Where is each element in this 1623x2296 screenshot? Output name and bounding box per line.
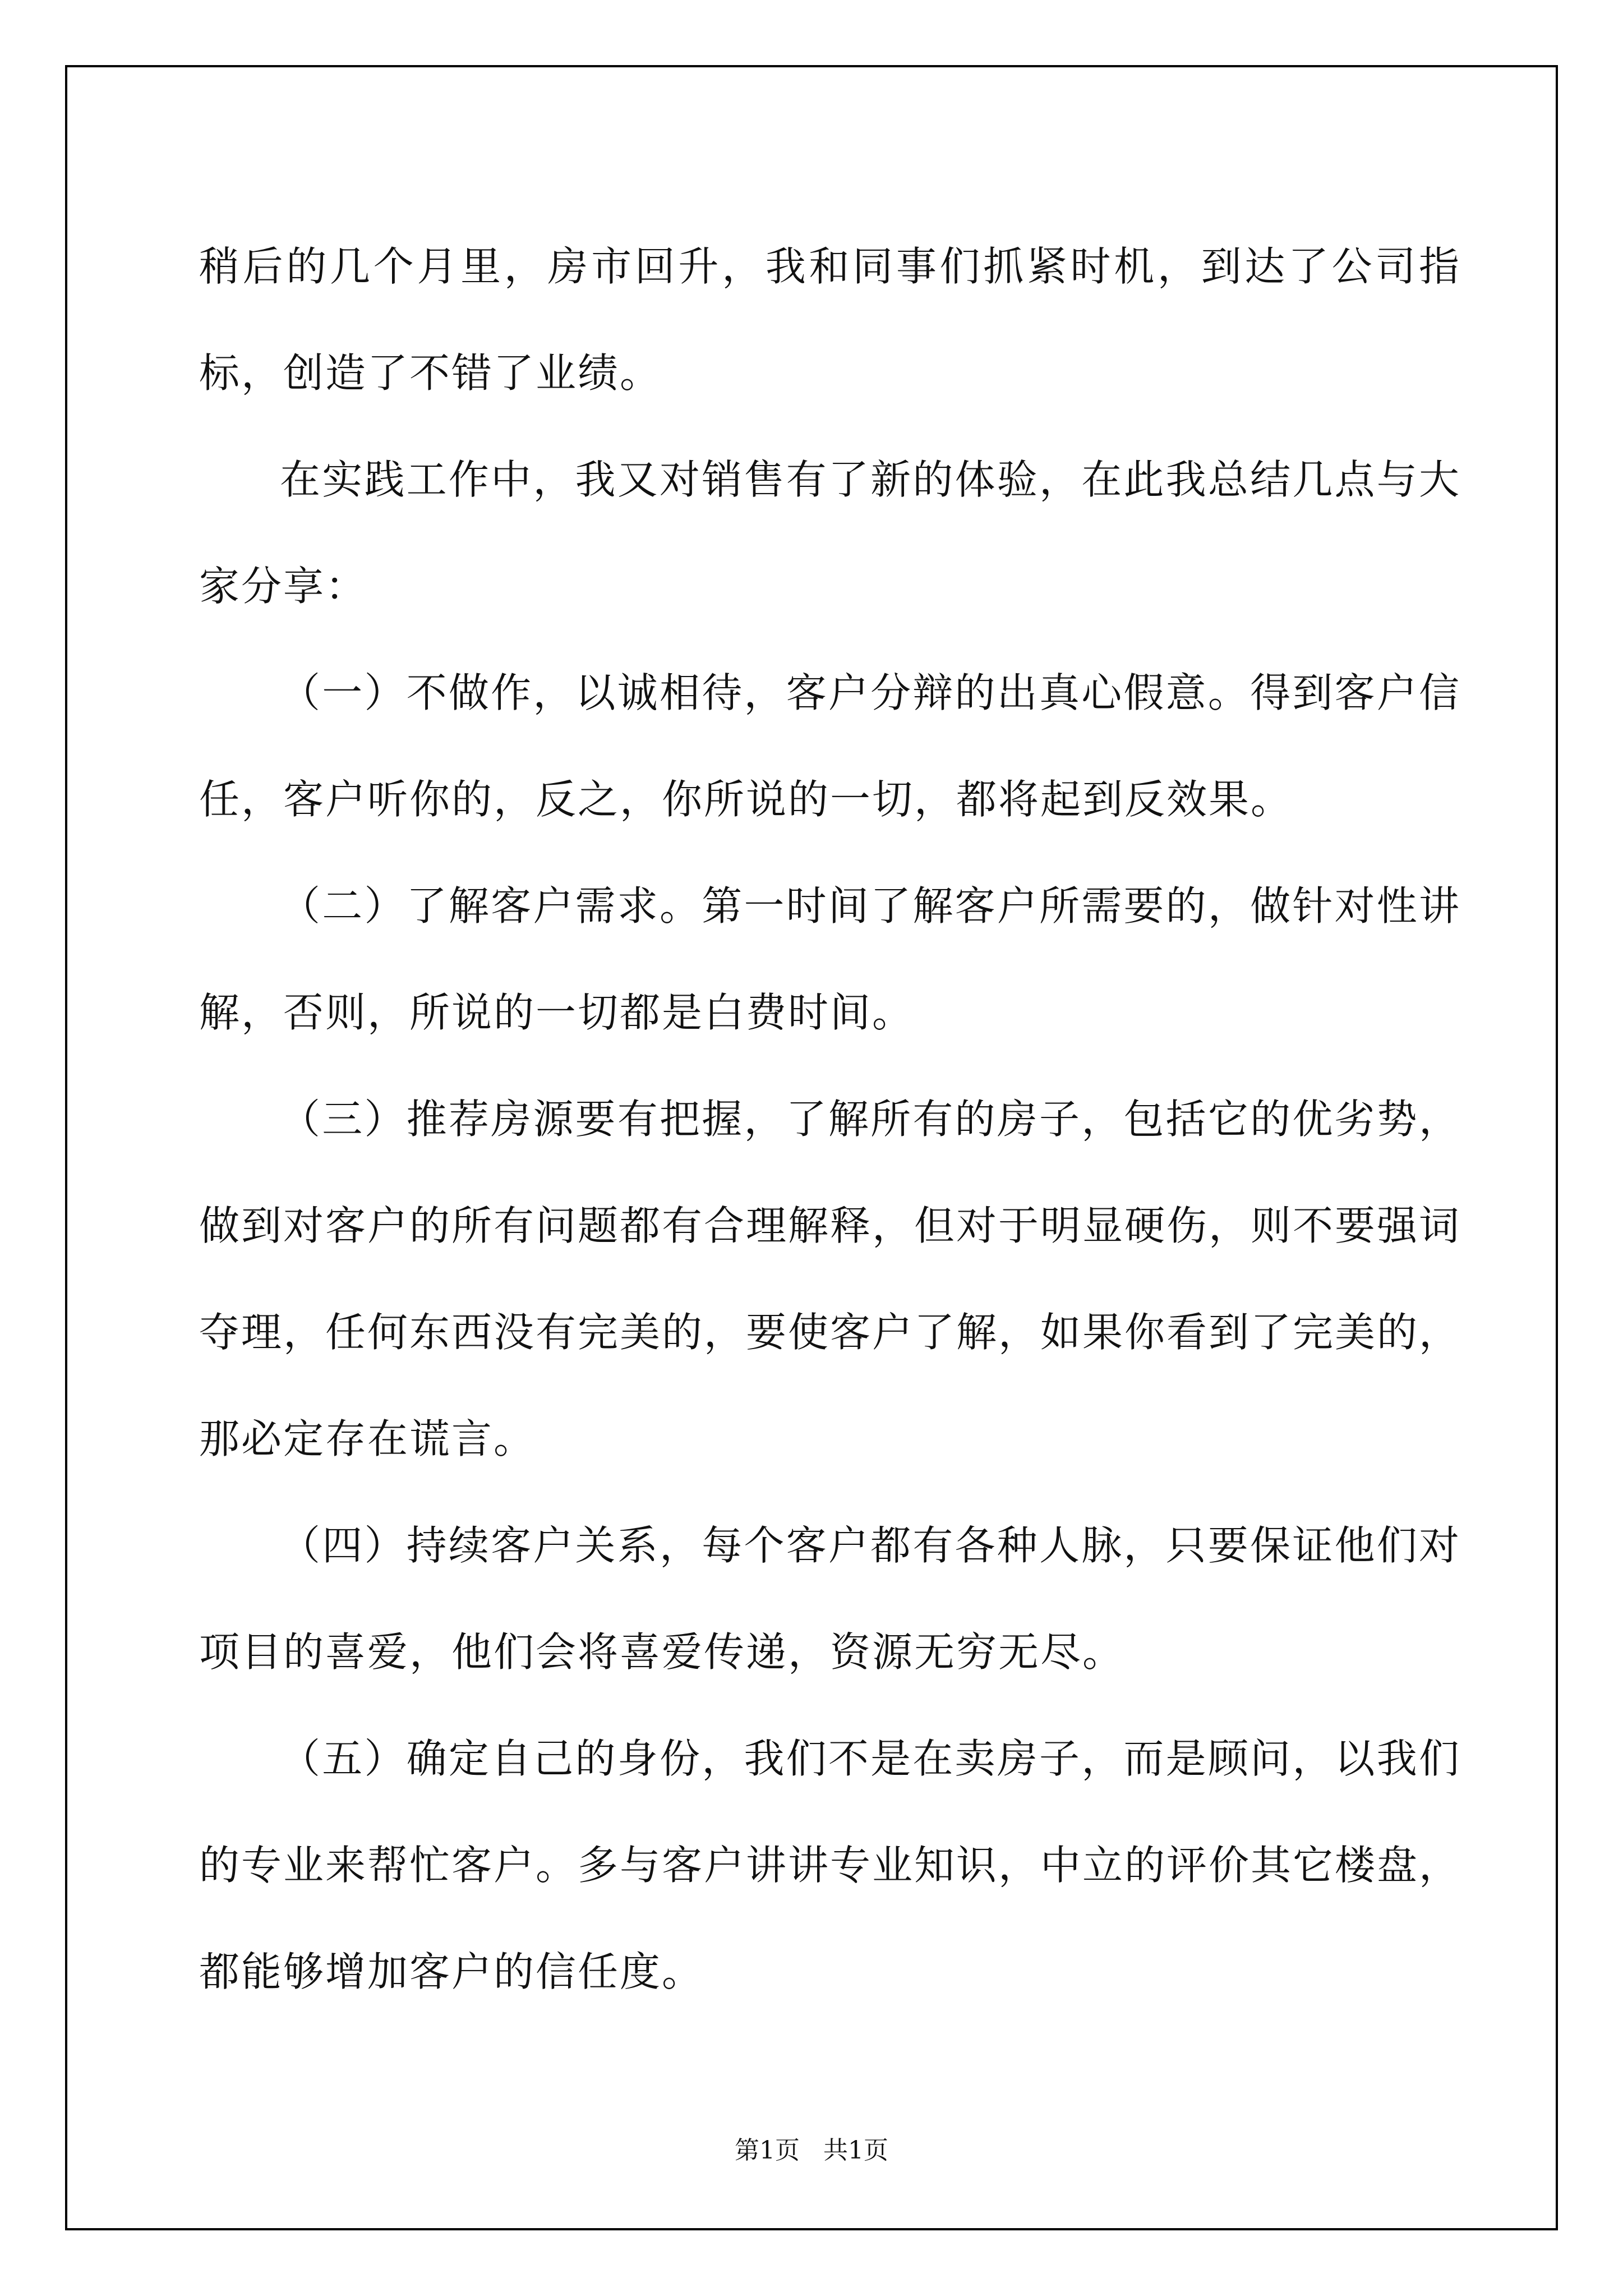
document-body	[199, 213, 1461, 2025]
paragraph-point-5: （五）确定自己的身份，我们不是在卖房子，而是顾问，以我们的专业来帮忙客户。多与客户讲讲专业知识，中立的评价其它楼盘，都能够增加客户的信任度。	[199, 1735, 1461, 1995]
paragraph-point-2: （二）了解客户需求。第一时间了解客户所需要的，做针对性讲解，否则，所说的一切都是白费时间。	[199, 882, 1461, 1036]
paragraph-point-1: （一）不做作，以诚相待，客户分辩的出真心假意。得到客户信任，客户听你的，反之，你所说的一切，都将起到反效果。	[199, 669, 1461, 823]
paragraph-point-4: （四）持续客户关系，每个客户都有各种人脉，只要保证他们对项目的喜爱，他们会将喜爱传递，资源无穷无尽。	[199, 1522, 1461, 1676]
paragraph-point-3: （三）推荐房源要有把握，了解所有的房子，包括它的优劣势，做到对客户的所有问题都有合理解释，但对于明显硬伤，则不要强词夺理，任何东西没有完美的，要使客户了解，如果你看到了完美的，那必定存在谎言。	[199, 1096, 1461, 1462]
paragraph-continuation: 稍后的几个月里，房市回升，我和同事们抓紧时机，到达了公司指标，创造了不错了业绩。	[199, 243, 1461, 397]
page-number-footer: 第1页 共1页	[735, 2136, 888, 2165]
paragraph-intro: 在实践工作中，我又对销售有了新的体验，在此我总结几点与大家分享：	[199, 456, 1461, 610]
